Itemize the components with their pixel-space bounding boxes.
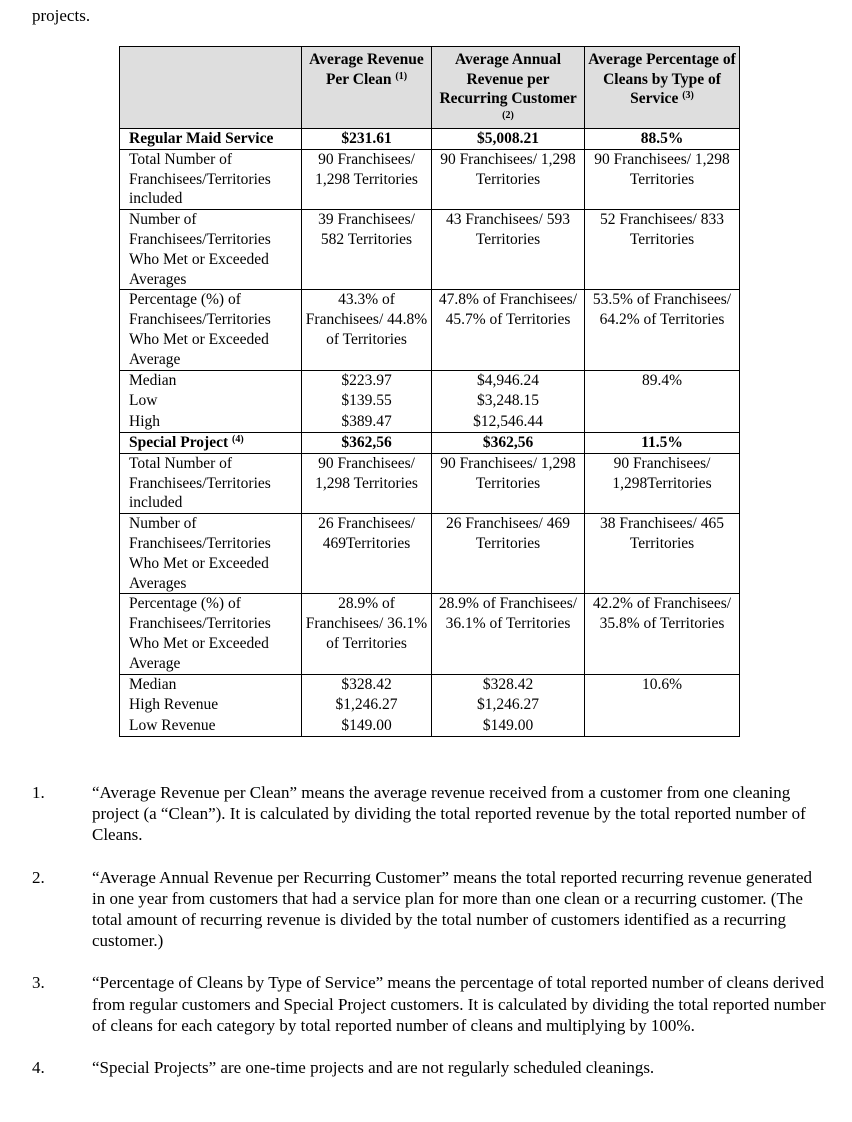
row-label <box>120 594 302 674</box>
table-cell: 10.6% <box>585 674 740 695</box>
table-cell: 90 Franchisees/ 1,298 Territories <box>432 149 585 209</box>
row-label-text: High <box>129 413 160 431</box>
row-label <box>120 412 302 433</box>
table-row <box>120 370 740 391</box>
table-row <box>120 514 740 594</box>
footnote-text: “Special Projects” are one-time projects and are not regularly scheduled cleanings. <box>92 1058 655 1078</box>
table-row <box>120 674 740 695</box>
table-cell <box>585 716 740 737</box>
footnote-number: 2. <box>32 867 45 887</box>
table-cell: $1,246.27 <box>432 695 585 716</box>
table-cell: 39 Franchisees/ 582 Territories <box>302 210 432 290</box>
row-label <box>120 514 302 594</box>
table-cell: $149.00 <box>432 716 585 737</box>
table-cell: 47.8% of Franchisees/ 45.7% of Territories <box>432 290 585 370</box>
row-label <box>120 290 302 370</box>
row-label <box>120 210 302 290</box>
table-cell <box>585 695 740 716</box>
table-cell: $149.00 <box>302 716 432 737</box>
row-label-text: Regular Maid Service <box>129 130 274 147</box>
row-label <box>120 432 302 453</box>
table-row <box>120 290 740 370</box>
table-cell: $3,248.15 <box>432 391 585 412</box>
table-cell: $362,56 <box>302 432 432 453</box>
row-label <box>120 674 302 695</box>
footnote-ref: (3) <box>682 90 694 101</box>
table-cell: $389.47 <box>302 412 432 433</box>
table-cell: 43 Franchisees/ 593 Territories <box>432 210 585 290</box>
row-label-text: Median <box>129 675 177 693</box>
table-cell: $362,56 <box>432 432 585 453</box>
table-row <box>120 129 740 150</box>
footnote-number: 1. <box>32 783 45 802</box>
table-cell: 89.4% <box>585 370 740 391</box>
table-cell: 52 Franchisees/ 833 Territories <box>585 210 740 290</box>
table-cell: 26 Franchisees/ 469 Territories <box>432 514 585 594</box>
row-label <box>120 391 302 412</box>
table-cell: 42.2% of Franchisees/ 35.8% of Territories <box>585 594 740 674</box>
header-average-revenue-per-clean: Average Revenue Per Clean $^{(1)}$ <box>302 47 432 129</box>
table-cell: 28.9% of Franchisees/ 36.1% of Territories <box>432 594 585 674</box>
table-cell: 11.5% <box>585 432 740 453</box>
table-cell: $4,946.24 <box>432 370 585 391</box>
row-label <box>120 453 302 513</box>
table-row <box>120 716 740 737</box>
table-row <box>120 594 740 674</box>
footnote-ref: (1) <box>395 70 408 82</box>
footnote-text: “Average Annual Revenue per Recurring Customer” means the total reported recurring revenue generated in one year from customers that had a service plan for more than one clean or a recurring customer. (The total amount of recurring revenue is divided by the total number of customers identified as a recurring customer.) <box>92 867 812 951</box>
footnotes <box>0 782 852 1099</box>
row-label-text: Low Revenue <box>129 717 216 735</box>
footnote-item <box>0 782 852 846</box>
table-header-row <box>120 47 740 129</box>
header-average-percentage-cleans: Average Percentage of Cleans by Type of Service $^{(3)}$ <box>585 47 740 129</box>
table-cell: $1,246.27 <box>302 695 432 716</box>
footnote-item <box>0 1057 852 1078</box>
row-label-text: Percentage (%) of Franchisees/Territories Who Met or Exceeded Average <box>129 595 271 672</box>
row-label-text: Median <box>129 371 177 389</box>
table-row <box>120 412 740 433</box>
footnote-item <box>0 972 852 1036</box>
header-corner-cell <box>120 47 302 129</box>
footnote-item <box>0 867 852 952</box>
row-label <box>120 149 302 209</box>
table-cell: 90 Franchisees/ 1,298 Territories <box>302 453 432 513</box>
table-cell: $5,008.21 <box>432 129 585 150</box>
footnote-text: “Percentage of Cleans by Type of Service” means the percentage of total reported number of cleans derived from regular customers and Special Project customers. It is calculated by dividing the total reported number of cleans for each category by total reported number of cleans and multiplying by 100%. <box>92 973 826 1035</box>
footnote-ref: (4) <box>232 433 244 445</box>
table-row <box>120 432 740 453</box>
footnote-text: “Average Revenue per Clean” means the average revenue received from a customer from one cleaning project (a “Clean”). It is calculated by dividing the total reported revenue by the total reported number of Cleans. <box>92 783 806 845</box>
row-label-text: Total Number of Franchisees/Territories included <box>129 454 271 512</box>
table-cell: 90 Franchisees/ 1,298 Territories <box>432 453 585 513</box>
row-label <box>120 129 302 150</box>
footnote-ref: (2) <box>502 109 514 121</box>
table-row <box>120 210 740 290</box>
row-label-text: Special Project <box>129 433 229 451</box>
table-cell: 53.5% of Franchisees/ 64.2% of Territories <box>585 290 740 370</box>
performance-table <box>119 46 740 737</box>
row-label-text: Percentage (%) of Franchisees/Territories Who Met or Exceeded Average <box>129 291 271 368</box>
table-cell: 90 Franchisees/ 1,298Territories <box>585 453 740 513</box>
table-row <box>120 391 740 412</box>
table-row <box>120 149 740 209</box>
table-cell <box>585 391 740 412</box>
row-label-text: Total Number of Franchisees/Territories included <box>129 150 271 208</box>
continued-text: projects. <box>32 6 91 25</box>
table-cell: 26 Franchisees/ 469Territories <box>302 514 432 594</box>
table-cell: $328.42 <box>432 674 585 695</box>
table-cell: 38 Franchisees/ 465 Territories <box>585 514 740 594</box>
table-cell: 43.3% of Franchisees/ 44.8% of Territories <box>302 290 432 370</box>
table-cell: $223.97 <box>302 370 432 391</box>
row-label-text: Number of Franchisees/Territories Who Met or Exceeded Averages <box>129 211 271 288</box>
table-cell: 28.9% of Franchisees/ 36.1% of Territories <box>302 594 432 674</box>
table-row <box>120 695 740 716</box>
footnote-number: 4. <box>32 1058 45 1078</box>
table-cell: $328.42 <box>302 674 432 695</box>
row-label <box>120 716 302 737</box>
row-label <box>120 695 302 716</box>
row-label-text: Low <box>129 392 158 410</box>
header-average-annual-revenue: Average Annual Revenue per Recurring Customer $^{(2)}$ <box>432 47 585 129</box>
table-cell <box>585 412 740 433</box>
table-cell: 88.5% <box>585 129 740 150</box>
table-cell: $231.61 <box>302 129 432 150</box>
table-cell: $139.55 <box>302 391 432 412</box>
table-row <box>120 453 740 513</box>
row-label <box>120 370 302 391</box>
table-cell: 90 Franchisees/ 1,298 Territories <box>302 149 432 209</box>
table-cell: $12,546.44 <box>432 412 585 433</box>
table-cell: 90 Franchisees/ 1,298 Territories <box>585 149 740 209</box>
row-label-text: Number of Franchisees/Territories Who Met or Exceeded Averages <box>129 515 271 592</box>
row-label-text: High Revenue <box>129 696 219 714</box>
footnote-number: 3. <box>32 973 45 993</box>
